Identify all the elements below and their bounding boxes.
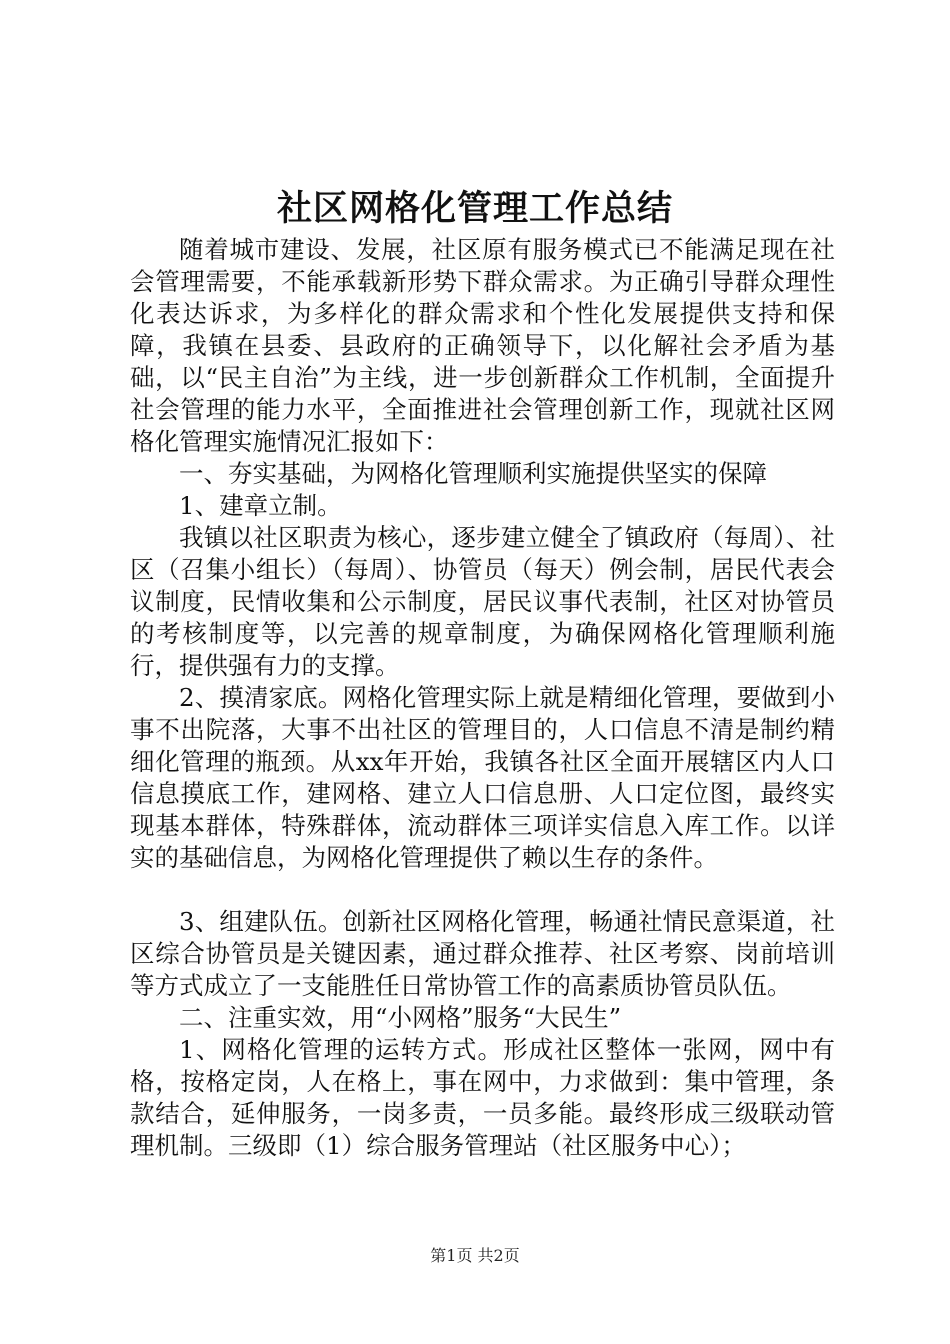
page-footer: 第1页 共2页 [430, 1246, 520, 1265]
document-title: 社区网格化管理工作总结 [276, 188, 673, 229]
heading-section-1: 一、夯实基础，为网格化管理顺利实施提供坚实的保障 [179, 459, 767, 488]
document-body [130, 234, 835, 1162]
subheading-1-1: 1、建章立制。 [179, 491, 342, 520]
paragraph-operation: 1、网格化管理的运转方式。形成社区整体一张网，网中有格，按格定岗，人在格上，事在网中，力求做到：集中管理，条款结合，延伸服务，一岗多责，一员多能。最终形成三级联动管理机制。三级即（1）综合服务管理站（社区服务中心）； [130, 1035, 835, 1160]
paragraph-intro: 随着城市建设、发展，社区原有服务模式已不能满足现在社会管理需要，不能承载新形势下群众需求。为正确引导群众理性化表达诉求，为多样化的群众需求和个性化发展提供支持和保障，我镇在县委、县政府的正确领导下，以化解社会矛盾为基础，以“民主自治”为主线，进一步创新群众工作机制，全面提升社会管理的能力水平，全面推进社会管理创新工作，现就社区网格化管理实施情况汇报如下： [130, 235, 835, 456]
paragraph-team: 3、组建队伍。创新社区网格化管理，畅通社情民意渠道，社区综合协管员是关键因素，通过群众推荐、社区考察、岗前培训等方式成立了一支能胜任日常协管工作的高素质协管员队伍。 [130, 907, 835, 1000]
heading-section-2: 二、注重实效，用“小网格”服务“大民生” [179, 1003, 622, 1032]
paragraph-rules: 我镇以社区职责为核心，逐步建立健全了镇政府（每周）、社区（召集小组长）（每周）、协管员（每天）例会制，居民代表会议制度，民情收集和公示制度，居民议事代表制，社区对协管员的考核制度等，以完善的规章制度，为确保网格化管理顺利施行，提供强有力的支撑。 [130, 523, 835, 680]
paragraph-census: 2、摸清家底。网格化管理实际上就是精细化管理，要做到小事不出院落，大事不出社区的管理目的，人口信息不清是制约精细化管理的瓶颈。从xx年开始，我镇各社区全面开展辖区内人口信息摸底工作，建网格、建立人口信息册、人口定位图，最终实现基本群体，特殊群体，流动群体三项详实信息入库工作。以详实的基础信息，为网格化管理提供了赖以生存的条件。 [130, 683, 835, 872]
